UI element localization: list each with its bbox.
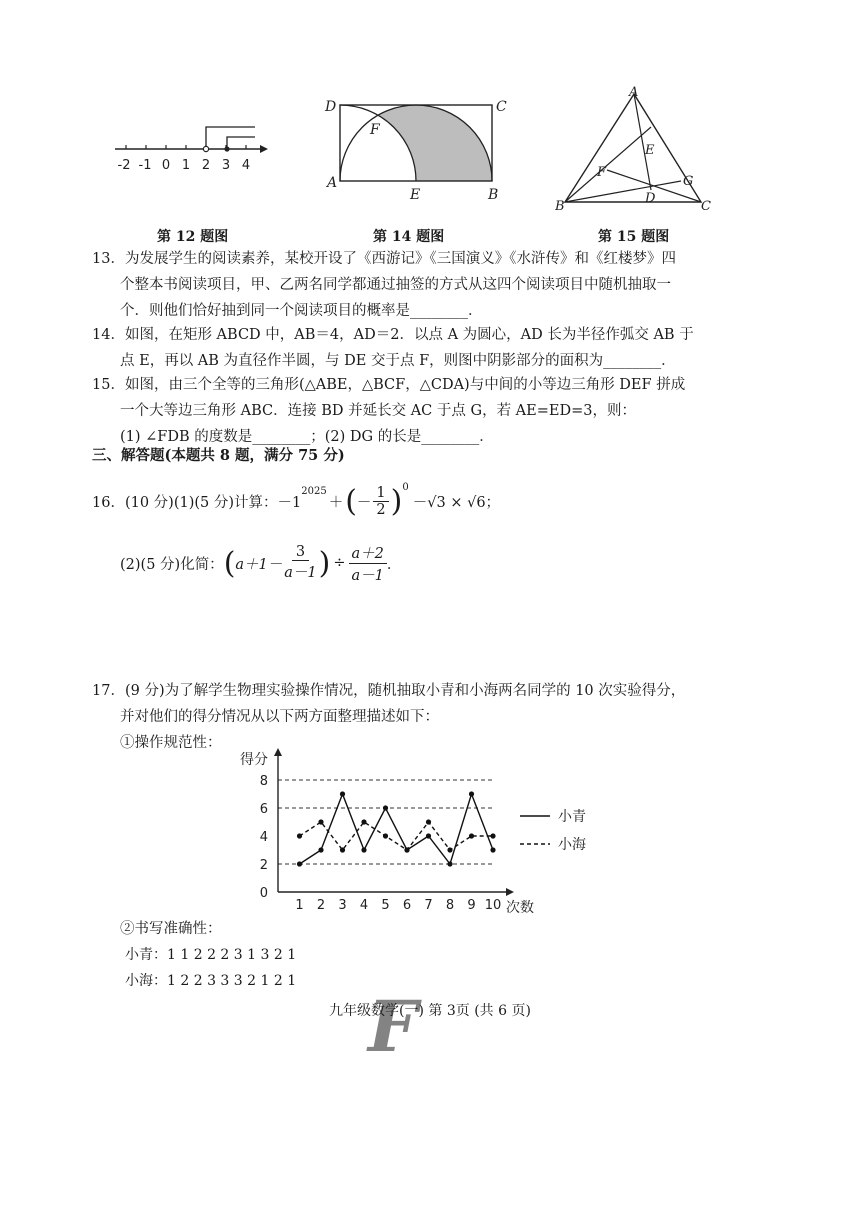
x-axis-label: 次数 (506, 900, 534, 916)
data-point (340, 847, 345, 852)
data-point (426, 819, 431, 824)
fraction-a2-over-a-1 (349, 542, 387, 585)
tick-label: 3 (221, 158, 231, 173)
data-point (297, 861, 302, 866)
q16-tail: －√3 × √6； (412, 494, 501, 511)
figure-12-number-line (110, 115, 270, 175)
q16-exp-0: 0 (402, 482, 409, 493)
tick-label: 0 (161, 158, 171, 173)
fraction-numerator: a＋2 (349, 542, 387, 564)
data-point (404, 847, 409, 852)
tick-label: 4 (241, 158, 251, 173)
point-label-D: D (325, 99, 337, 115)
figure-15-triangle (555, 82, 715, 212)
caption-fig-14: 第 14 题图 (373, 229, 445, 245)
xiaoqing-scores: 小青：1 1 2 2 2 3 1 3 2 1 (125, 947, 297, 963)
y-axis-label: 得分 (240, 752, 268, 768)
fraction-denominator: a－1 (284, 565, 317, 581)
q17-line-2: 并对他们的得分情况从以下两方面整理描述如下： (120, 709, 439, 725)
data-point (447, 847, 452, 852)
data-point (361, 847, 366, 852)
q17-item-1: ①操作规范性： (120, 735, 222, 751)
q16-minus-one: －1 (277, 494, 302, 511)
caption-fig-15: 第 15 题图 (598, 229, 670, 245)
legend-label: 小海 (558, 837, 586, 853)
data-point (340, 791, 345, 796)
score-line-chart (230, 744, 610, 922)
paren-left: ( (345, 483, 357, 519)
y-tick-label: 8 (259, 774, 268, 789)
q17-line-1: 17．(9 分)为了解学生物理实验操作情况，随机抽取小青和小海两名同学的 10 次实验得分， (92, 683, 686, 699)
x-tick-label: 3 (338, 898, 347, 913)
q16-plus: ＋ (328, 494, 344, 511)
question-17-part-2 (92, 916, 772, 942)
q15-line-1: 15．如图，由三个全等的三角形(△ABE，△BCF，△CDA)与中间的小等边三角形 DEF 拼成 (92, 377, 686, 393)
x-tick-label: 8 (445, 898, 455, 913)
tick-label: 1 (181, 158, 191, 173)
series-line (300, 794, 494, 864)
y-tick-label: 0 (259, 886, 268, 901)
point-label-E: E (410, 187, 421, 203)
data-point (318, 847, 323, 852)
q14-line-1: 14．如图，在矩形 ABCD 中，AB＝4，AD＝2．以点 A 为圆心，AD 长为半径作弧交 AB 于 (92, 327, 694, 343)
x-axis-arrow (506, 888, 514, 896)
point-label-C: C (496, 99, 507, 115)
paren-left: ( (223, 545, 236, 581)
question-14 (92, 322, 772, 374)
paren-right: ) (390, 483, 403, 519)
caption-fig-12: 第 12 题图 (157, 229, 229, 245)
data-point (490, 833, 495, 838)
point-label-B: B (555, 199, 565, 212)
q16-part2-prefix: (2)(5 分)化简： (120, 556, 224, 573)
fraction-numerator: 1 (373, 485, 388, 502)
x-tick-label: 10 (484, 898, 502, 913)
q15-line-2: 一个大等边三角形 ABC．连接 BD 并延长交 AC 于点 G，若 AE=ED=3，则： (120, 403, 636, 419)
tick-label: 2 (201, 158, 211, 173)
fraction-denominator: a－1 (351, 567, 384, 584)
point-label-F: F (597, 165, 607, 180)
watermark-f: F (368, 985, 418, 1068)
data-point (383, 833, 388, 838)
point-label-F: F (370, 122, 380, 138)
paren-right: ) (318, 545, 331, 581)
x-tick-label: 5 (381, 898, 390, 913)
point-label-A: A (327, 175, 338, 191)
data-point (383, 805, 388, 810)
x-tick-label: 7 (424, 898, 433, 913)
question-16-part-2 (120, 540, 401, 586)
series-line (300, 822, 494, 850)
q13-line-1: 13．为发展学生的阅读素养，某校开设了《西游记》《三国演义》《水浒传》和《红楼梦》四 (92, 251, 676, 267)
q16-div: ÷ (333, 555, 346, 571)
question-16-part-1 (92, 478, 500, 524)
x-tick-label: 9 (467, 898, 476, 913)
data-point (490, 847, 495, 852)
q14-line-2: 点 E，再以 AB 为直径作半圆，与 DE 交于点 F，则图中阴影部分的面积为________． (120, 353, 676, 369)
q17-item-2: ②书写准确性： (120, 921, 222, 937)
y-axis-arrow (274, 748, 282, 756)
q13-line-3: 个．则他们恰好抽到同一个阅读项目的概率是________． (120, 303, 483, 319)
fraction-denominator: 2 (376, 501, 386, 518)
point-label-B: B (488, 187, 499, 203)
figure-14-rectangle-arcs (320, 95, 520, 205)
y-tick-label: 6 (259, 802, 268, 817)
data-point (469, 791, 474, 796)
y-tick-label: 4 (259, 830, 268, 845)
page-footer: 九年级数学(一) 第 3页 (共 6 页) (329, 1003, 531, 1019)
y-tick-label: 2 (259, 858, 268, 873)
fraction-numerator: 3 (292, 544, 309, 561)
point-label-C: C (701, 199, 711, 212)
fraction-3-over-a-1 (284, 544, 316, 582)
section-3-heading: 三、解答题(本题共 8 题，满分 75 分) (92, 447, 345, 464)
point-label-E: E (645, 143, 655, 158)
point-label-A: A (629, 85, 639, 100)
x-tick-label: 1 (295, 898, 304, 913)
x-tick-label: 4 (359, 898, 369, 913)
q15-line-3: (1) ∠FDB 的度数是________；(2) DG 的长是________． (120, 429, 494, 445)
x-tick-label: 2 (316, 898, 326, 913)
q13-line-2: 个整本书阅读项目，甲、乙两名同学都通过抽签的方式从这四个阅读项目中随机抽取一 (120, 277, 671, 293)
point-label-D: D (645, 191, 656, 206)
data-point (361, 819, 366, 824)
q16-exp-2025: 2025 (301, 486, 327, 497)
q16-end: ． (386, 556, 402, 573)
question-15 (92, 372, 772, 450)
q16-prefix: 16．(10 分)(1)(5 分)计算： (92, 494, 278, 511)
point-label-G: G (683, 174, 694, 189)
question-13 (92, 246, 772, 324)
minus-sign: － (356, 494, 372, 511)
fraction-half (373, 485, 388, 518)
data-point (297, 833, 302, 838)
data-point (318, 819, 323, 824)
data-point (447, 861, 452, 866)
data-point (426, 833, 431, 838)
tick-label: -1 (138, 158, 152, 173)
x-tick-label: 6 (402, 898, 412, 913)
tick-label: -2 (117, 158, 131, 173)
xiaohai-scores: 小海：1 2 2 3 3 3 2 1 2 1 (125, 973, 297, 989)
data-point (469, 833, 474, 838)
legend-label: 小青 (558, 809, 586, 825)
q16-part2-a: a＋1－ (235, 556, 283, 573)
